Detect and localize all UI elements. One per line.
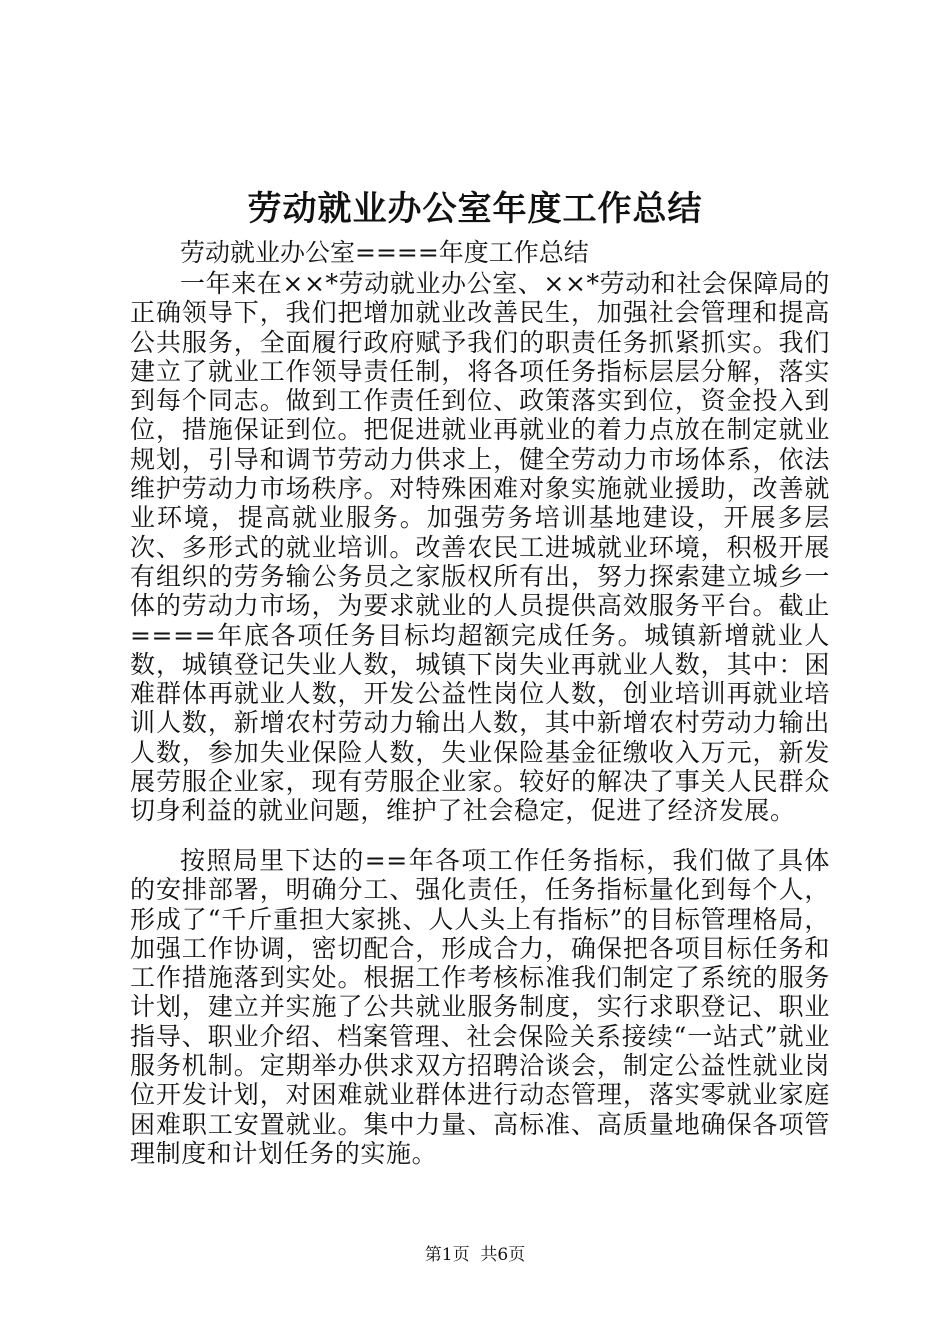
body-paragraph-1: 一年来在××*劳动就业办公室、××*劳动和社会保障局的正确领导下，我们把增加就业改善民生，加强社会管理和提高公共服务，全面履行政府赋予我们的职责任务抓紧抓实。我们建立了就业工作领导责任制，将各项任务指标层层分解，落实到每个同志。做到工作责任到位、政策落实到位，资金投入到位，措施保证到位。把促进就业再就业的着力点放在制定就业规划，引导和调节劳动力供求上，健全劳动力市场体系，依法维护劳动力市场秩序。对特殊困难对象实施就业援助，改善就业环境，提高就业服务。加强劳务培训基地建设，开展多层次、多形式的就业培训。改善农民工进城就业环境，积极开展有组织的劳务输公务员之家版权所有出，努力探索建立城乡一体的劳动力市场，为要求就业的人员提供高效服务平台。截止====年底各项任务目标均超额完成任务。城镇新增就业人数，城镇登记失业人数，城镇下岗失业再就业人数，其中：困难群体再就业人数，开发公益性岗位人数，创业培训再就业培训人数，新增农村劳动力输出人数，其中新增农村劳动力输出人数，参加失业保险人数，失业保险基金征缴收入万元，新发展劳服企业家，现有劳服企业家。较好的解决了事关人民群众切身利益的就业问题，维护了社会稳定，促进了经济发展。 [130,269,830,826]
body-paragraph-2: 按照局里下达的==年各项工作任务指标，我们做了具体的安排部署，明确分工、强化责任，任务指标量化到每个人，形成了“千斤重担大家挑、人人头上有指标”的目标管理格局，加强工作协调，密切配合，形成合力，确保把各项目标任务和工作措施落到实处。根据工作考核标准我们制定了系统的服务计划，建立并实施了公共就业服务制度，实行求职登记、职业指导、职业介绍、档案管理、社会保险关系接续“一站式”就业服务机制。定期举办供求双方招聘洽谈会，制定公益性就业岗位开发计划，对困难就业群体进行动态管理，落实零就业家庭困难职工安置就业。集中力量、高标准、高质量地确保各项管理制度和计划任务的实施。 [130,846,830,1168]
page-number: 第1页 [424,1245,470,1265]
page-footer [0,1243,950,1267]
page-total: 共6页 [480,1245,526,1265]
document-subtitle: 劳动就业办公室====年度工作总结 [180,238,589,267]
document-title: 劳动就业办公室年度工作总结 [247,189,703,229]
